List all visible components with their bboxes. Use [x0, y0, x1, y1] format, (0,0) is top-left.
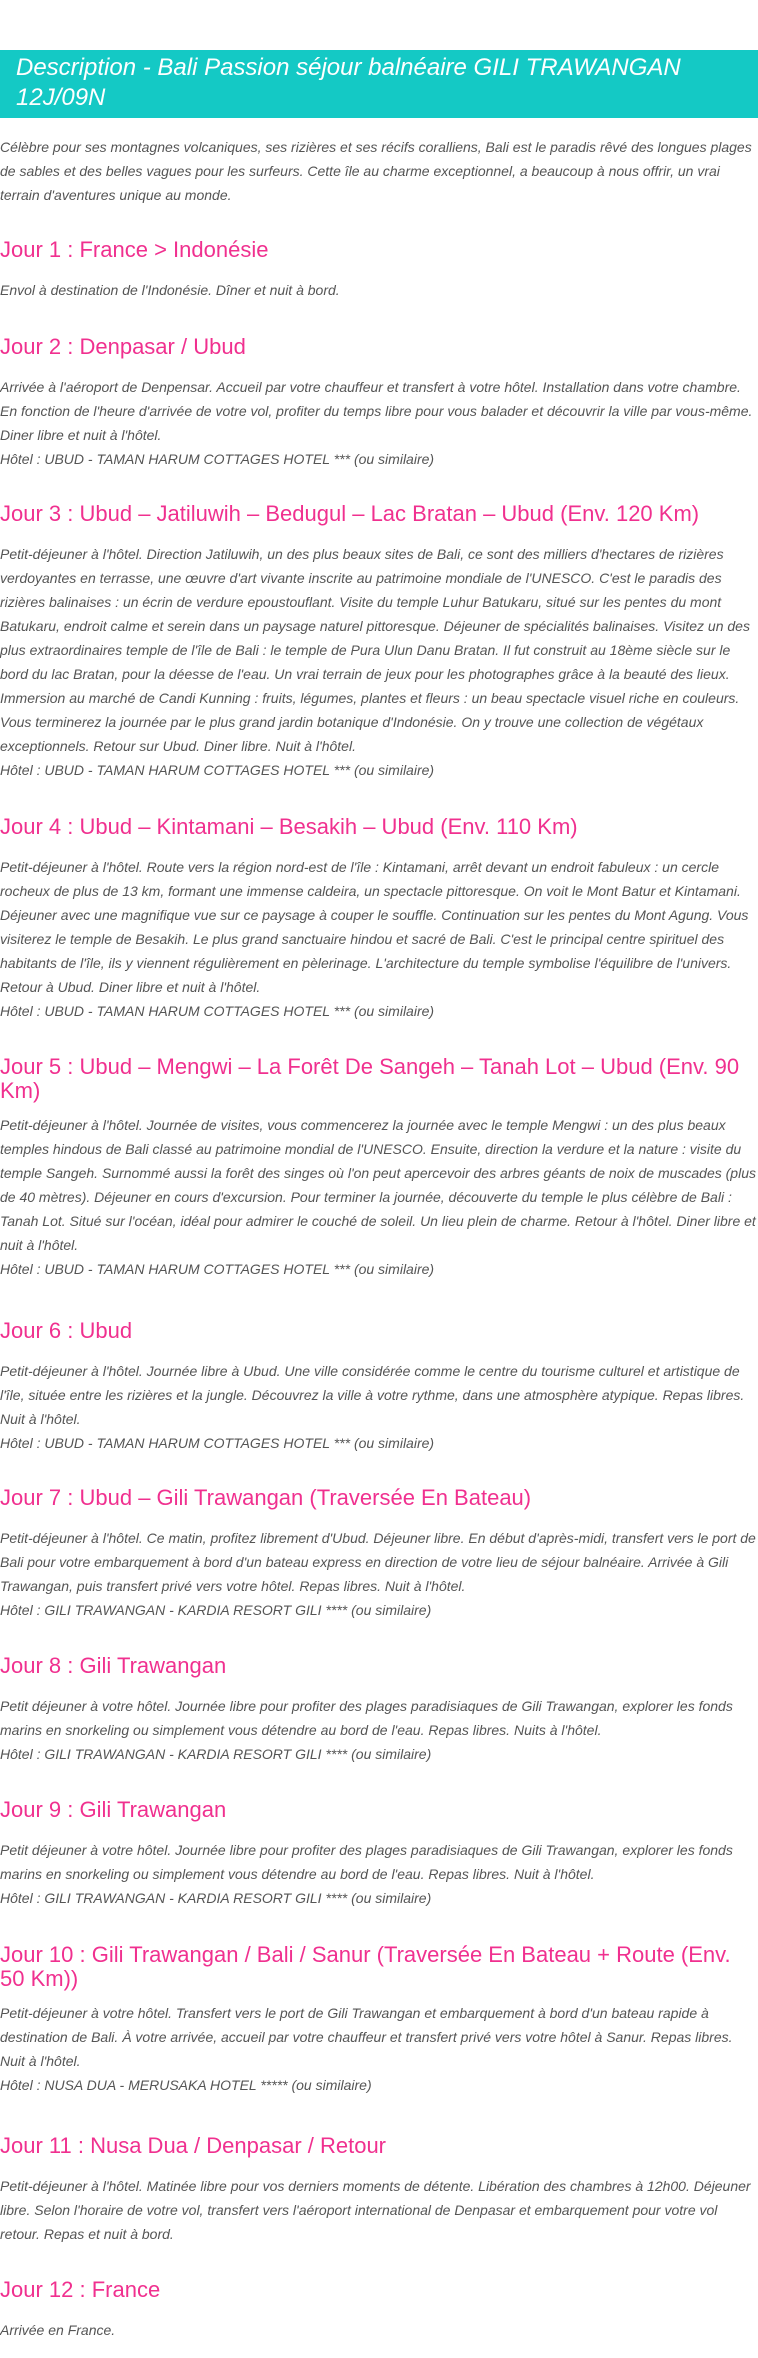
day-9 — [0, 1798, 758, 1910]
day-11 — [0, 2134, 758, 2246]
day-hotel: Hôtel : UBUD - TAMAN HARUM COTTAGES HOTEL *** (ou similaire) — [0, 1435, 435, 1451]
day-description: Petit-déjeuner à l'hôtel. Journée de visites, vous commencerez la journée avec le temple Mengwi : un des plus beaux temples hindous de Bali classé au patrimoine mondial de l'UNESCO. Ensuite, direction la verdure et la nature : visite du temple Sangeh. Surnommé aussi la forêt des singes où l'on peut apercevoir des arbres géants de noix de muscades (plus de 40 mètres). Déjeuner en cours d'excursion. Pour terminer la journée, découverte du temple le plus célèbre de Bali : Tanah Lot. Situé sur l'océan, idéal pour admirer le couché de soleil. Un lieu plein de charme. Retour à l'hôtel. Diner libre et nuit à l'hôtel. — [0, 1117, 756, 1253]
day-6 — [0, 1319, 758, 1455]
day-10 — [0, 1943, 758, 2097]
day-title: Jour 2 : Denpasar / Ubud — [0, 334, 246, 359]
day-title: Jour 8 : Gili Trawangan — [0, 1653, 227, 1678]
day-hotel: Hôtel : UBUD - TAMAN HARUM COTTAGES HOTEL *** (ou similaire) — [0, 451, 435, 467]
day-description: Petit-déjeuner à l'hôtel. Matinée libre pour vos derniers moments de détente. Libération des chambres à 12h00. Déjeuner libre. Selon l'horaire de votre vol, transfert vers l'aéroport international de Denpasar et embarquement pour votre vol retour. Repas et nuit à bord. — [0, 2178, 751, 2242]
day-description: Petit-déjeuner à votre hôtel. Transfert vers le port de Gili Trawangan et embarquement à bord d'un bateau rapide à destination de Bali. À votre arrivée, accueil par votre chauffeur et transfert privé vers votre hôtel à Sanur. Repas libres. Nuit à l'hôtel. — [0, 2005, 733, 2069]
day-description: Petit déjeuner à votre hôtel. Journée libre pour profiter des plages paradisiaques de Gili Trawangan, explorer les fonds marins en snorkeling ou simplement vous détendre au bord de l'eau. Repas libres. Nuits à l'hôtel. — [0, 1698, 733, 1738]
day-description: Petit-déjeuner à l'hôtel. Ce matin, profitez librement d'Ubud. Déjeuner libre. En début d'après-midi, transfert vers le port de Bali pour votre embarquement à bord d'un bateau express en direction de votre lieu de séjour balnéaire. Arrivée à Gili Trawangan, puis transfert privé vers votre hôtel. Repas libres. Nuit à l'hôtel. — [0, 1530, 756, 1594]
day-hotel: Hôtel : NUSA DUA - MERUSAKA HOTEL ***** (ou similaire) — [0, 2077, 372, 2093]
day-4 — [0, 815, 758, 1023]
day-hotel: Hôtel : UBUD - TAMAN HARUM COTTAGES HOTEL *** (ou similaire) — [0, 1261, 435, 1277]
day-1 — [0, 238, 758, 302]
day-title: Jour 3 : Ubud – Jatiluwih – Bedugul – Lac Bratan – Ubud (Env. 120 Km) — [0, 501, 700, 526]
day-hotel: Hôtel : UBUD - TAMAN HARUM COTTAGES HOTEL *** (ou similaire) — [0, 762, 435, 778]
day-5 — [0, 1055, 758, 1281]
day-description: Arrivée en France. — [0, 2322, 116, 2338]
day-2 — [0, 335, 758, 471]
day-title: Jour 5 : Ubud – Mengwi – La Forêt De Sangeh – Tanah Lot – Ubud (Env. 90 Km) — [0, 1054, 740, 1103]
page-title: Description - Bali Passion séjour balnéaire GILI TRAWANGAN 12J/09N — [16, 54, 681, 111]
day-description: Envol à destination de l'Indonésie. Dîner et nuit à bord. — [0, 282, 340, 298]
day-title: Jour 10 : Gili Trawangan / Bali / Sanur (Traversée En Bateau + Route (Env. 50 Km)) — [0, 1942, 731, 1991]
day-title: Jour 7 : Ubud – Gili Trawangan (Traversée En Bateau) — [0, 1485, 532, 1510]
day-title: Jour 11 : Nusa Dua / Denpasar / Retour — [0, 2133, 387, 2158]
day-hotel: Hôtel : GILI TRAWANGAN - KARDIA RESORT GILI **** (ou similaire) — [0, 1602, 432, 1618]
page-title-bar — [0, 50, 758, 118]
day-8 — [0, 1654, 758, 1766]
day-description: Petit-déjeuner à l'hôtel. Route vers la région nord-est de l'île : Kintamani, arrêt devant un endroit fabuleux : un cercle rocheux de plus de 13 km, formant une immense caldeira, un spectacle pittoresque. On voit le Mont Batur et Kintamani. Déjeuner avec une magnifique vue sur ce paysage à couper le souffle. Continuation sur les pentes du Mont Agung. Vous visiterez le temple de Besakih. Le plus grand sanctuaire hindou et sacré de Bali. C'est le principal centre spirituel des habitants de l'île, ils y viennent régulièrement en pèlerinage. L'architecture du temple symbolise l'équilibre de l'univers. Retour à Ubud. Diner libre et nuit à l'hôtel. — [0, 859, 749, 995]
day-title: Jour 1 : France > Indonésie — [0, 237, 269, 262]
intro-text: Célèbre pour ses montagnes volcaniques, ses rizières et ses récifs coralliens, Bali est le paradis rêvé des longues plages de sables et des belles vagues pour les surfeurs. Cette île au charme exceptionnel, a beaucoup à nous offrir, un vrai terrain d'aventures unique au monde. — [0, 139, 752, 203]
day-hotel: Hôtel : GILI TRAWANGAN - KARDIA RESORT GILI **** (ou similaire) — [0, 1746, 432, 1762]
day-title: Jour 6 : Ubud — [0, 1318, 133, 1343]
day-title: Jour 9 : Gili Trawangan — [0, 1797, 227, 1822]
day-3 — [0, 502, 758, 782]
day-hotel: Hôtel : GILI TRAWANGAN - KARDIA RESORT GILI **** (ou similaire) — [0, 1890, 432, 1906]
day-12 — [0, 2278, 758, 2342]
day-description: Petit-déjeuner à l'hôtel. Direction Jatiluwih, un des plus beaux sites de Bali, ce sont des milliers d'hectares de rizières verdoyantes en terrasse, une œuvre d'art vivante inscrite au patrimoine mondiale de l'UNESCO. C'est le paradis des rizières balinaises : un écrin de verdure epoustouflant. Visite du temple Luhur Batukaru, situé sur les pentes du mont Batukaru, endroit calme et serein dans un paysage naturel pittoresque. Déjeuner de spécialités balinaises. Visitez un des plus extraordinaires temple de l'île de Bali : le temple de Pura Ulun Danu Bratan. Il fut construit au 18ème siècle sur le bord du lac Bratan, pour la déesse de l'eau. Un vrai terrain de jeux pour les photographes grâce à la beauté des lieux. Immersion au marché de Candi Kunning : fruits, légumes, plantes et fleurs : un beau spectacle visuel riche en couleurs. Vous terminerez la journée par le plus grand jardin botanique d'Indonésie. On y trouve une collection de végétaux exceptionnels. Retour sur Ubud. Diner libre. Nuit à l'hôtel. — [0, 546, 750, 754]
day-7 — [0, 1486, 758, 1622]
day-title: Jour 12 : France — [0, 2277, 161, 2302]
day-description: Arrivée à l'aéroport de Denpensar. Accueil par votre chauffeur et transfert à votre hôtel. Installation dans votre chambre. En fonction de l'heure d'arrivée de votre vol, profiter du temps libre pour vous balader et découvrir la ville par vous-même. Diner libre et nuit à l'hôtel. — [0, 379, 753, 443]
day-title: Jour 4 : Ubud – Kintamani – Besakih – Ubud (Env. 110 Km) — [0, 814, 578, 839]
day-hotel: Hôtel : UBUD - TAMAN HARUM COTTAGES HOTEL *** (ou similaire) — [0, 1003, 435, 1019]
day-description: Petit déjeuner à votre hôtel. Journée libre pour profiter des plages paradisiaques de Gili Trawangan, explorer les fonds marins en snorkeling ou simplement vous détendre au bord de l'eau. Repas libres. Nuit à l'hôtel. — [0, 1842, 733, 1882]
day-description: Petit-déjeuner à l'hôtel. Journée libre à Ubud. Une ville considérée comme le centre du tourisme culturel et artistique de l'île, située entre les rizières et la jungle. Découvrez la ville à votre rythme, dans une atmosphère atypique. Repas libres. Nuit à l'hôtel. — [0, 1363, 745, 1427]
